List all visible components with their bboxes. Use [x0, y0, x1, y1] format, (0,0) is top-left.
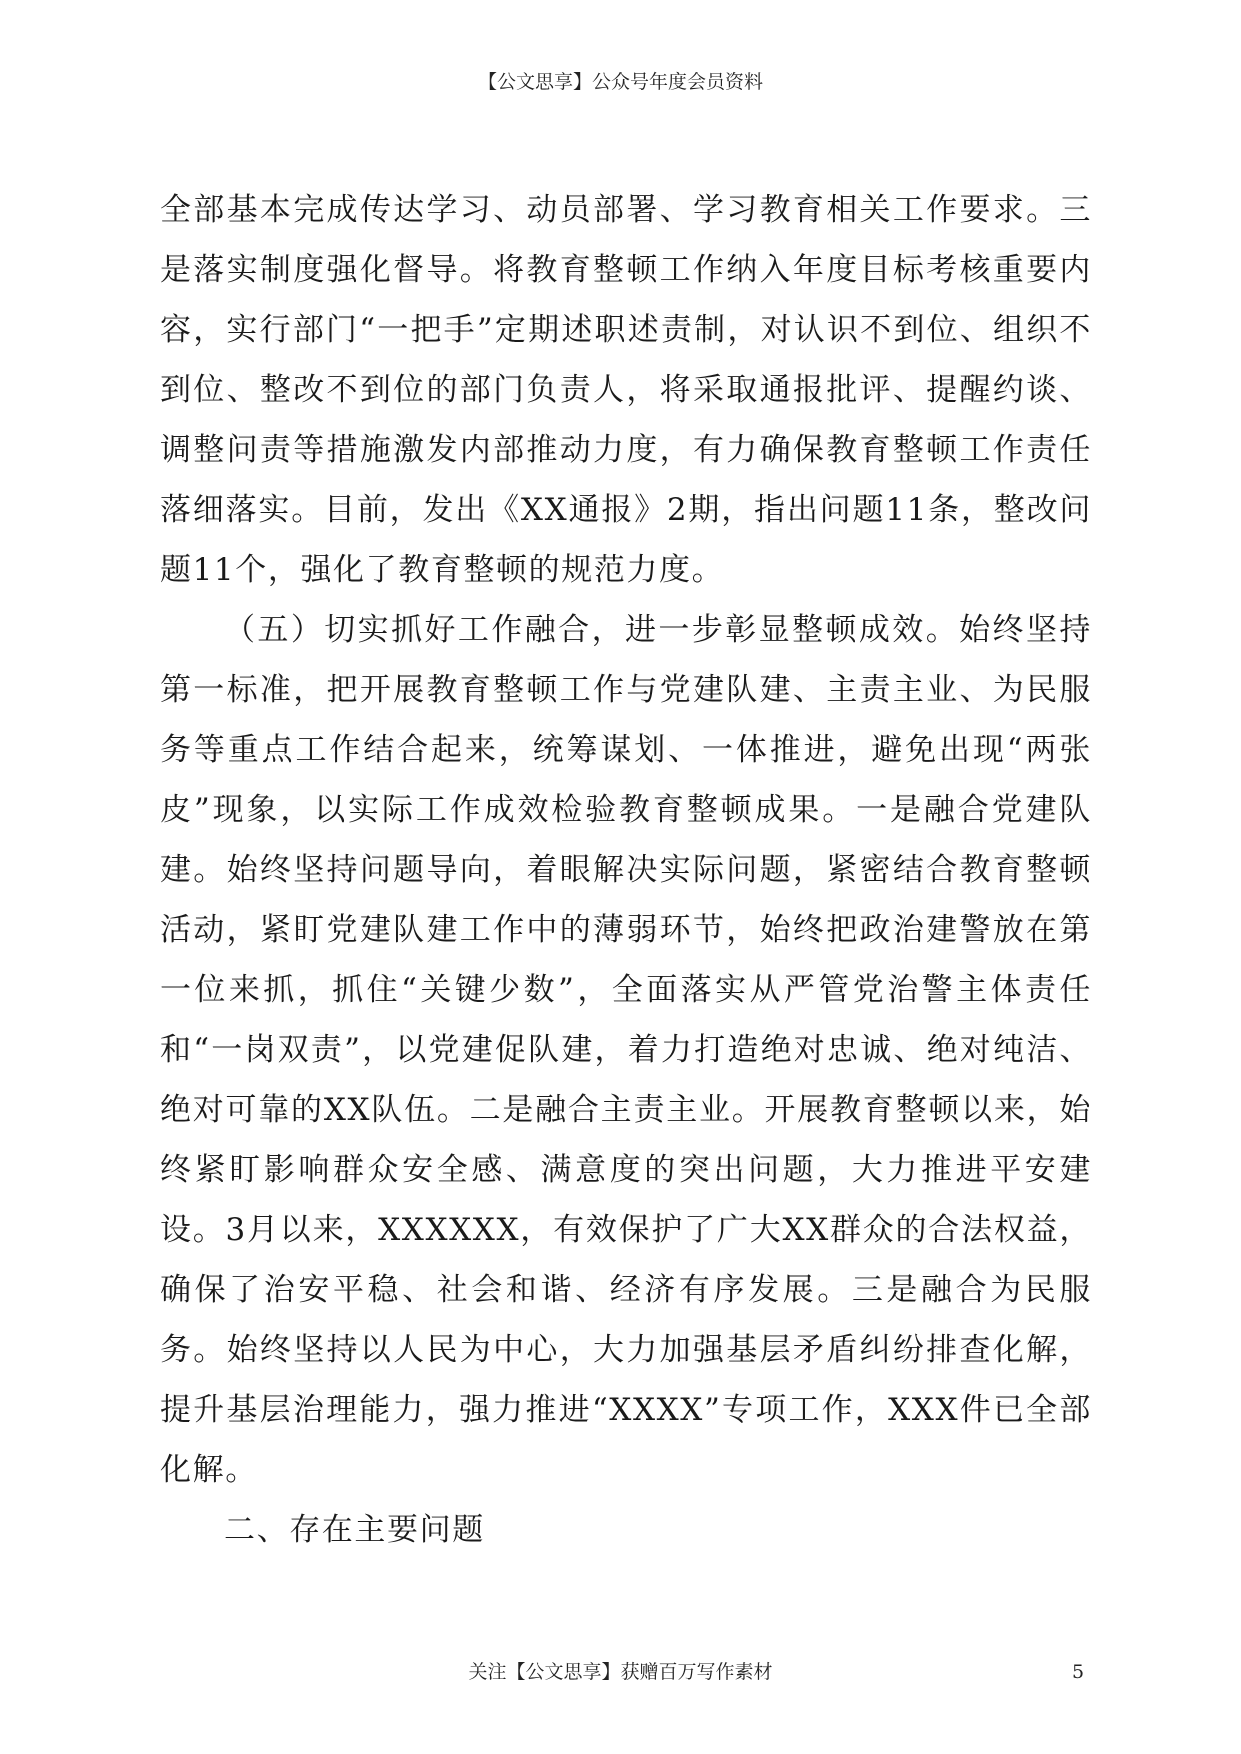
document-body	[160, 180, 1092, 1560]
body-paragraph-section-five: （五）切实抓好工作融合，进一步彰显整顿成效。始终坚持第一标准，把开展教育整顿工作与党建队建、主责主业、为民服务等重点工作结合起来，统筹谋划、一体推进，避免出现“两张皮”现象，以实际工作成效检验教育整顿成果。一是融合党建队建。始终坚持问题导向，着眼解决实际问题，紧密结合教育整顿活动，紧盯党建队建工作中的薄弱环节，始终把政治建警放在第一位来抓，抓住“关键少数”，全面落实从严管党治警主体责任和“一岗双责”，以党建促队建，着力打造绝对忠诚、绝对纯洁、绝对可靠的XX队伍。二是融合主责主业。开展教育整顿以来，始终紧盯影响群众安全感、满意度的突出问题，大力推进平安建设。3月以来，XXXXXX，有效保护了广大XX群众的合法权益，确保了治安平稳、社会和谐、经济有序发展。三是融合为民服务。始终坚持以人民为中心，大力加强基层矛盾纠纷排查化解，提升基层治理能力，强力推进“XXXX”专项工作，XXX件已全部化解。	[160, 612, 1092, 1488]
page-number: 5	[1072, 1661, 1085, 1683]
page-footer: 关注【公文思享】获赠百万写作素材	[468, 1661, 773, 1683]
section-heading-main-problems: 二、存在主要问题	[224, 1512, 485, 1548]
page-header: 【公文思享】公众号年度会员资料	[477, 71, 763, 93]
body-paragraph-continuation: 全部基本完成传达学习、动员部署、学习教育相关工作要求。三是落实制度强化督导。将教育整顿工作纳入年度目标考核重要内容，实行部门“一把手”定期述职述责制，对认识不到位、组织不到位、整改不到位的部门负责人，将采取通报批评、提醒约谈、调整问责等措施激发内部推动力度，有力确保教育整顿工作责任落细落实。目前，发出《XX通报》2期，指出问题11条，整改问题11个，强化了教育整顿的规范力度。	[160, 192, 1092, 588]
